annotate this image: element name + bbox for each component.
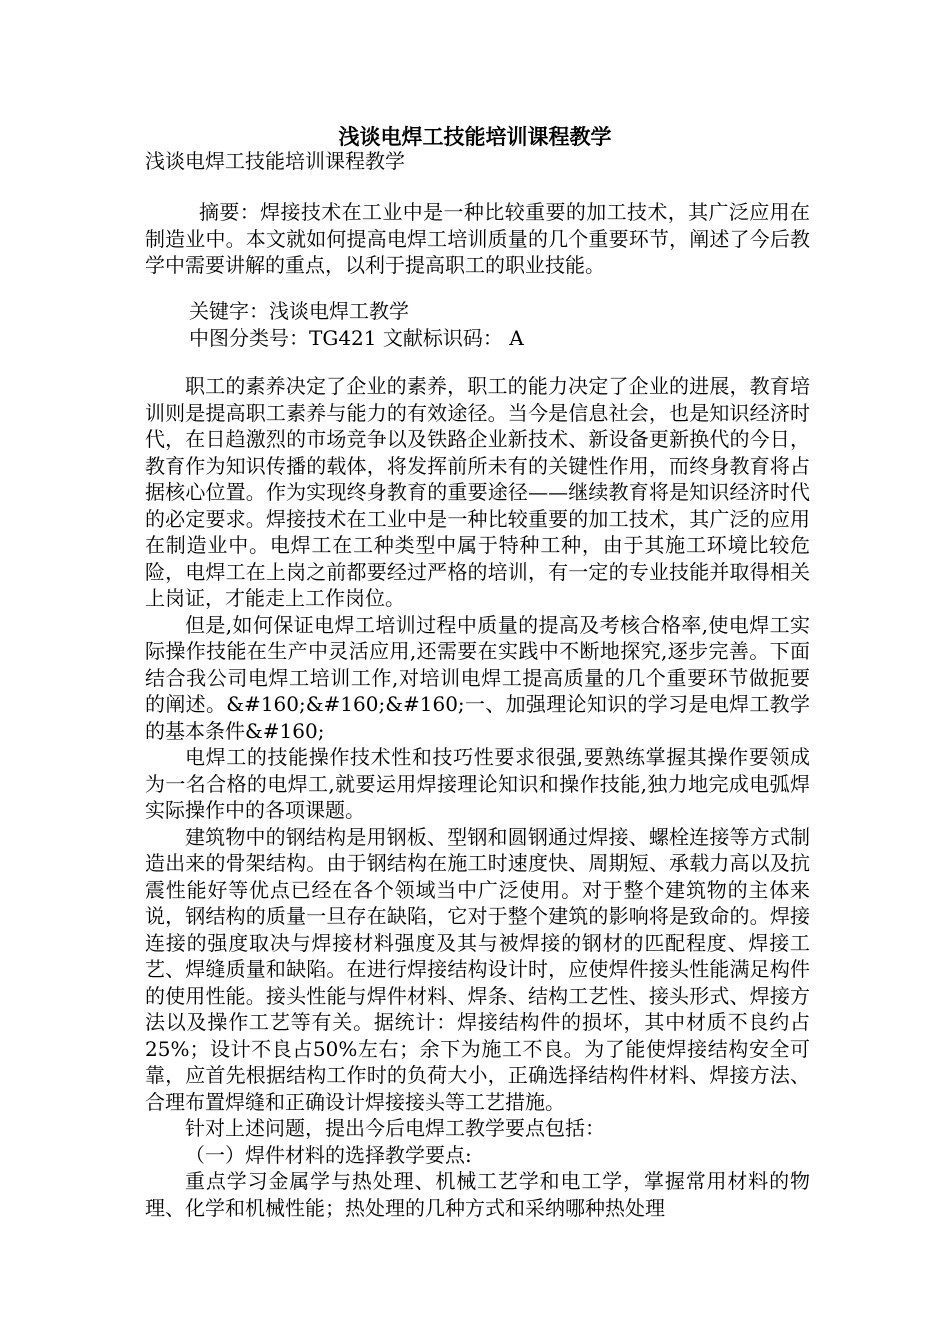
body-paragraph: 针对上述问题，提出今后电焊工教学要点包括： xyxy=(185,1116,605,1140)
document-subtitle: 浅谈电焊工技能培训课程教学 xyxy=(145,149,405,173)
body-paragraph: 但是,如何保证电焊工培训过程中质量的提高及考核合格率,使电焊工实际操作技能在生产中灵活应用,还需要在实践中不断地探究,逐步完善。下面结合我公司电焊工培训工作,对培训电焊工提高质量的几个重要环节做扼要的阐述。&#160;&#160;&#160;一、加强理论知识的学习是电焊工教学的基本条件&#160; xyxy=(145,612,810,743)
keywords-section xyxy=(145,298,854,351)
classification-line: 中图分类号：TG421 文献标识码： A xyxy=(189,325,524,350)
abstract-paragraph: 摘要：焊接技术在工业中是一种比较重要的加工技术，其广泛应用在制造业中。本文就如何提高电焊工培训质量的几个重要环节，阐述了今后教学中需要讲解的重点，以利于提高职工的职业技能。 xyxy=(145,200,810,277)
body-paragraph: 建筑物中的钢结构是用钢板、型钢和圆钢通过焊接、螺栓连接等方式制造出来的骨架结构。由于钢结构在施工时速度快、周期短、承载力高以及抗震性能好等优点已经在各个领域当中广泛使用。对于整个建筑物的主体来说，钢结构的质量一旦存在缺陷，它对于整个建筑的影响将是致命的。焊接连接的强度取决与焊接材料强度及其与被焊接的钢材的匹配程度、焊接工艺、焊缝质量和缺陷。在进行焊接结构设计时，应使焊件接头性能满足构件的使用性能。接头性能与焊件材料、焊条、结构工艺性、接头形式、焊接方法以及操作工艺等有关。据统计：焊接结构件的损坏，其中材质不良约占25%；设计不良占50%左右；余下为施工不良。为了能使焊接结构安全可靠，应首先根据结构工作时的负荷大小，正确选择结构件材料、焊接方法、合理布置焊缝和正确设计焊接接头等工艺措施。 xyxy=(145,824,810,1114)
body-text xyxy=(145,373,810,1221)
keywords-line: 关键字：浅谈电焊工教学 xyxy=(189,299,409,323)
body-paragraph: 电焊工的技能操作技术性和技巧性要求很强,要熟练掌握其操作要领成为一名合格的电焊工,就要运用焊接理论知识和操作技能,独力地完成电弧焊实际操作中的各项课题。 xyxy=(145,745,810,822)
abstract-section xyxy=(145,199,810,279)
body-paragraph: 重点学习金属学与热处理、机械工艺学和电工学，掌握常用材料的物理、化学和机械性能；热处理的几种方式和采纳哪种热处理 xyxy=(145,1169,810,1220)
body-paragraph: 职工的素养决定了企业的素养，职工的能力决定了企业的进展，教育培训则是提高职工素养与能力的有效途径。当今是信息社会，也是知识经济时代，在日趋激烈的市场竞争以及铁路企业新技术、新设备更新换代的今日，教育作为知识传播的载体，将发挥前所未有的关键性作用，而终身教育将占据核心位置。作为实现终身教育的重要途径——继续教育将是知识经济时代的必定要求。焊接技术在工业中是一种比较重要的加工技术，其广泛的应用在制造业中。电焊工在工种类型中属于特种工种，由于其施工环境比较危险，电焊工在上岗之前都要经过严格的培训，有一定的专业技能并取得相关上岗证，才能走上工作岗位。 xyxy=(145,374,810,610)
document-title: 浅谈电焊工技能培训课程教学 xyxy=(338,124,612,149)
section-heading: （一）焊件材料的选择教学要点: xyxy=(185,1142,472,1167)
